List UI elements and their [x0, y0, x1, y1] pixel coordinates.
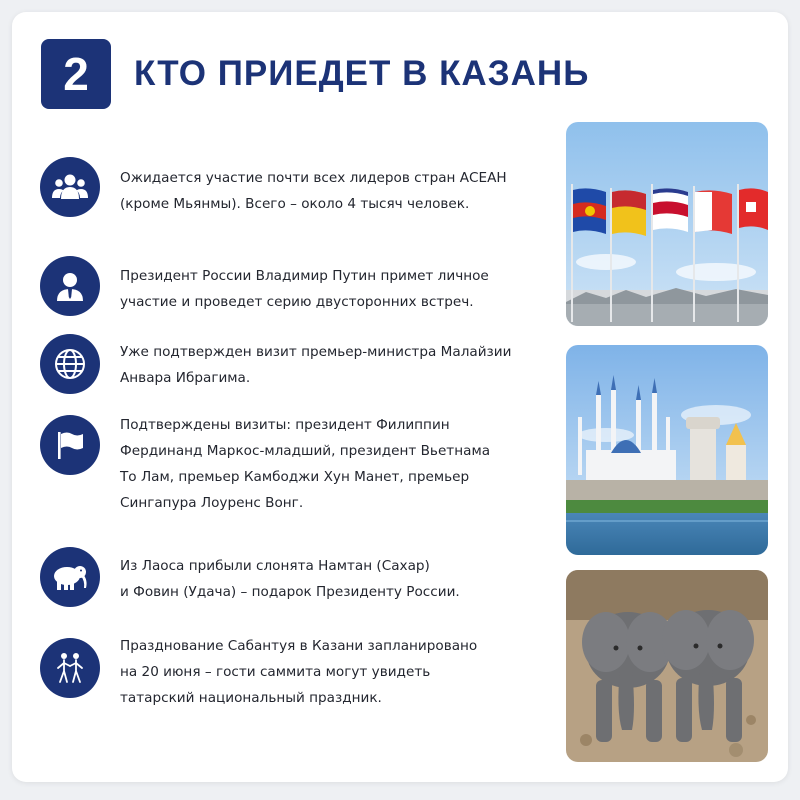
item-text: Празднование Сабантуя в Казани запланировано на 20 июня – гости саммита могут увидеть татарский национальный праздник.: [120, 638, 478, 706]
elephant-icon: [40, 547, 100, 607]
infographic-card: [12, 12, 788, 782]
baby-elephants-photo: [566, 570, 768, 762]
item-text: Из Лаоса прибыли слонята Намтан (Сахар) и Фовин (Удача) – подарок Президенту России.: [120, 558, 460, 600]
flag-icon: [40, 415, 100, 475]
people-group-icon: [40, 157, 100, 217]
item-text: Подтверждены визиты: президент Филиппин Фердинанд Маркос-младший, президент Вьетнама То Лам, премьер Камбоджи Хун Манет, премьер Сингапура Лоуренс Вонг.: [120, 417, 491, 511]
person-icon: [40, 256, 100, 316]
item-text: Уже подтвержден визит премьер-министра Малайзии Анвара Ибрагима.: [120, 344, 512, 386]
flags-photo: [566, 122, 768, 326]
globe-icon: [40, 334, 100, 394]
item-text: Президент России Владимир Путин примет личное участие и проведет серию двусторонних встреч.: [120, 268, 489, 310]
page-title: КТО ПРИЕДЕТ В КАЗАНЬ: [134, 54, 590, 93]
item-text: Ожидается участие почти всех лидеров стран АСЕАН (кроме Мьянмы). Всего – около 4 тысяч человек.: [120, 170, 507, 212]
section-number-badge: 2: [41, 39, 111, 109]
dancers-icon: [40, 638, 100, 698]
kazan-kremlin-photo: [566, 345, 768, 555]
